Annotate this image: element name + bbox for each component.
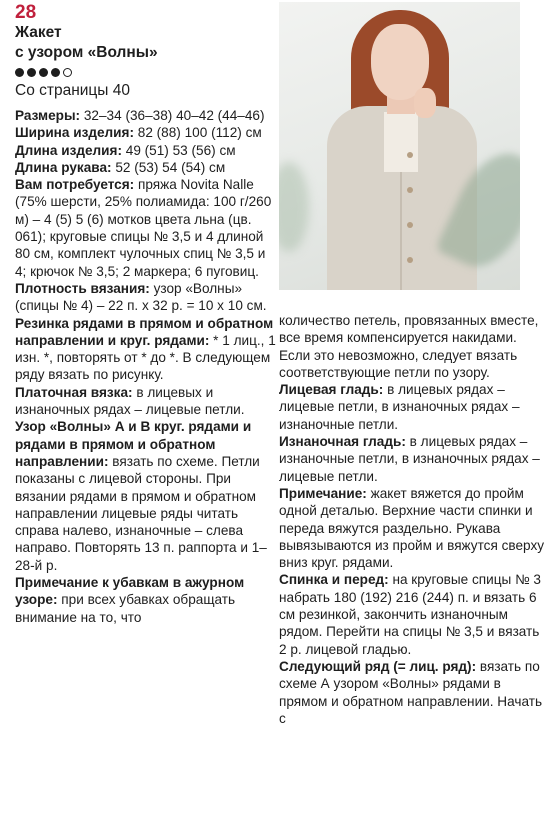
paragraph	[279, 312, 545, 381]
paragraph	[15, 159, 277, 176]
paragraph	[15, 142, 277, 159]
right-text-body	[279, 312, 545, 727]
paragraph-text: в лицевых рядах – лицевые петли, в изнаночных рядах – изнаночные петли.	[279, 382, 520, 432]
paragraph-text: пряжа Novita Nalle (75% шерсти, 25% полиамида: 100 г/260 м) – 4 (5) 5 (6) мотков цвета льна (цв. 061); круговые спицы № 3,5 и 4 длиной 80 см, комплект чулочных спиц № 3,5 и 4; крючок № 3,5; 2 маркера; 6 пуговиц.	[15, 177, 272, 279]
paragraph	[15, 124, 277, 141]
paragraph	[279, 571, 545, 657]
paragraph	[279, 658, 545, 727]
difficulty-dot	[63, 68, 72, 77]
difficulty-dot	[27, 68, 36, 77]
paragraph-heading: Длина изделия:	[15, 142, 122, 158]
paragraph-text: узор «Волны» (спицы № 4) – 22 п. х 32 р. = 10 х 10 см.	[15, 280, 267, 314]
difficulty-dot	[39, 68, 48, 77]
paragraph	[15, 107, 277, 124]
paragraph-heading: Плотность вязания:	[15, 280, 150, 296]
paragraph-heading: Спинка и перед:	[279, 572, 389, 588]
paragraph-text: 52 (53) 54 (54) см	[111, 159, 226, 175]
paragraph-heading: Ширина изделия:	[15, 125, 134, 141]
paragraph-text: жакет вяжется до пройм одной деталью. Верхние части спинки и переда вяжутся раздельно. Рукава вывязываются из пройм и вяжутся сверху вниз круг. рядами.	[279, 485, 545, 571]
paragraph-text: 49 (51) 53 (56) см	[121, 142, 236, 158]
right-column	[279, 312, 545, 727]
paragraph-heading: Изнаночная гладь:	[279, 434, 406, 450]
paragraph	[15, 315, 277, 384]
pattern-number: 28	[15, 2, 37, 23]
paragraph	[15, 418, 277, 574]
paragraph	[15, 280, 277, 315]
paragraph-text: вязать по схеме А узором «Волны» рядами в прямом и обратном направлении. Начать с	[279, 658, 543, 726]
paragraph-heading: Вам потребуется:	[15, 177, 135, 193]
paragraph-heading: Резинка рядами в прямом и обратном направлении и круг. рядами:	[15, 315, 274, 348]
paragraph-heading: Примечание:	[279, 485, 367, 501]
paragraph-heading: Длина рукава:	[15, 159, 112, 175]
paragraph-heading: Примечание к убавкам в ажурном узоре:	[15, 575, 245, 608]
left-text-body	[15, 107, 277, 626]
paragraph	[279, 485, 545, 571]
model-photo	[279, 2, 520, 290]
paragraph-text: при всех убавках обращать внимание на то, что	[15, 592, 236, 625]
difficulty-rating	[15, 68, 277, 77]
difficulty-dot	[51, 68, 60, 77]
paragraph-text: вязать по схеме. Петли показаны с лицевой стороны. При вязании рядами в прямом и обратном направлении лицевые ряды читать справа налево, изнаночные – слева направо. Повторять 13 п. раппорта и 1–28-й р.	[15, 453, 267, 573]
paragraph-text: 82 (88) 100 (112) см	[133, 125, 262, 141]
paragraph-text: 32–34 (36–38) 40–42 (44–46)	[80, 108, 265, 123]
paragraph	[279, 433, 545, 485]
page-reference: Со страницы 40	[15, 82, 130, 99]
paragraph-text: в лицевых и изнаночных рядах – лицевые петли.	[15, 384, 245, 418]
paragraph-text: на круговые спицы № 3 набрать 180 (192) 216 (244) п. и вязать 6 см резинкой, закончить изнаночным рядом. Перейти на спицы № 3,5 и вязать 2 р. лицевой гладью.	[279, 572, 541, 657]
paragraph-heading: Платочная вязка:	[15, 384, 133, 400]
paragraph	[279, 381, 545, 433]
pattern-title-line2: с узором «Волны»	[15, 44, 158, 61]
paragraph-heading: Следующий ряд (= лиц. ряд):	[279, 658, 477, 674]
paragraph	[15, 176, 277, 280]
paragraph-text: * 1 лиц., 1 изн. *, повторять от * до *. В следующем ряду вязать по рисунку.	[15, 332, 276, 383]
paragraph-heading: Лицевая гладь:	[279, 382, 384, 398]
paragraph-text: количество петель, провязанных вместе, все время компенсируется накидами. Если это невозможно, следует вязать соответствующие петли по узору.	[279, 313, 539, 380]
paragraph	[15, 384, 277, 419]
paragraph	[15, 574, 277, 626]
paragraph-text: в лицевых рядах – изнаночные петли, в изнаночных рядах – лицевые петли.	[279, 434, 540, 484]
paragraph-heading: Узор «Волны» А и В круг. рядами и рядами в прямом и обратном направлении:	[15, 419, 252, 469]
paragraph-heading: Размеры:	[15, 108, 81, 123]
difficulty-dot	[15, 68, 24, 77]
left-column	[15, 2, 277, 626]
pattern-title-line1: Жакет	[15, 24, 62, 41]
